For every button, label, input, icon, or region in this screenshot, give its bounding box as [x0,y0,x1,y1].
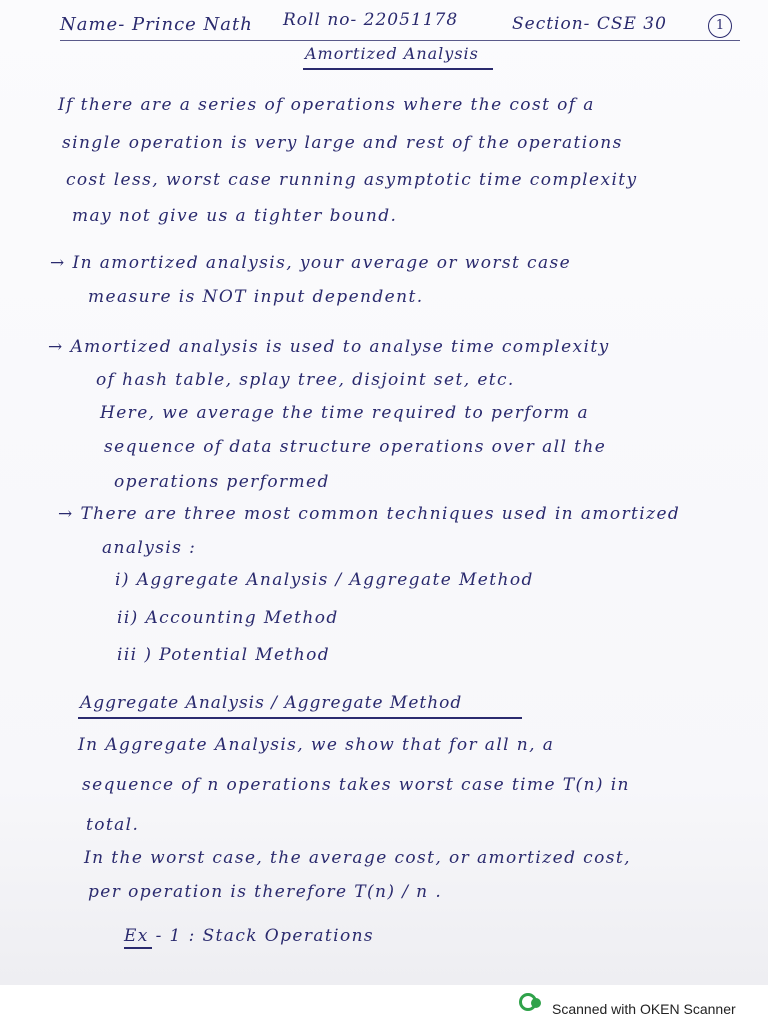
para5-line4: In the worst case, the average cost, or amortized cost, [84,848,631,868]
para3-line5: operations performed [114,472,330,492]
para2-line2: measure is NOT input dependent. [88,287,424,307]
section-heading-underline [78,717,522,719]
section-label: Section- CSE 30 [512,14,667,34]
para2-line1: → In amortized analysis, your average or worst case [50,253,572,273]
section-heading: Aggregate Analysis / Aggregate Method [80,693,463,713]
header-rule [60,40,740,41]
para5-line1: In Aggregate Analysis, we show that for all n, a [78,735,555,755]
para1-line2: single operation is very large and rest of the operations [62,133,623,153]
example-underline [124,947,152,949]
para3-line3: Here, we average the time required to perform a [100,403,589,423]
scanner-watermark: Scanned with OKEN Scanner [552,1001,736,1017]
para4-line2: analysis : [102,538,197,558]
para1-line1: If there are a series of operations where the cost of a [58,95,595,115]
para5-line2: sequence of n operations takes worst case time T(n) in [82,775,630,795]
para1-line3: cost less, worst case running asymptotic time complexity [66,170,638,190]
para4-line1: → There are three most common techniques used in amortized [58,504,681,524]
para3-line1: → Amortized analysis is used to analyse time complexity [48,337,610,357]
scanner-logo-dot-icon [531,998,541,1008]
para5-line3: total. [86,815,140,835]
method-accounting: ii) Accounting Method [117,608,339,628]
page-number: 1 [708,14,732,38]
page-title: Amortized Analysis [305,44,479,63]
method-potential: iii ) Potential Method [117,645,330,665]
para3-line4: sequence of data structure operations over all the [104,437,607,457]
para3-line2: of hash table, splay tree, disjoint set, etc. [96,370,515,390]
roll-number: Roll no- 22051178 [283,10,459,30]
example-label: Ex - 1 : Stack Operations [124,926,375,946]
title-underline [303,68,493,70]
student-name: Name- Prince Nath [60,14,253,35]
method-aggregate: i) Aggregate Analysis / Aggregate Method [115,570,534,590]
para1-line4: may not give us a tighter bound. [72,206,398,226]
para5-line5: per operation is therefore T(n) / n . [88,882,443,902]
